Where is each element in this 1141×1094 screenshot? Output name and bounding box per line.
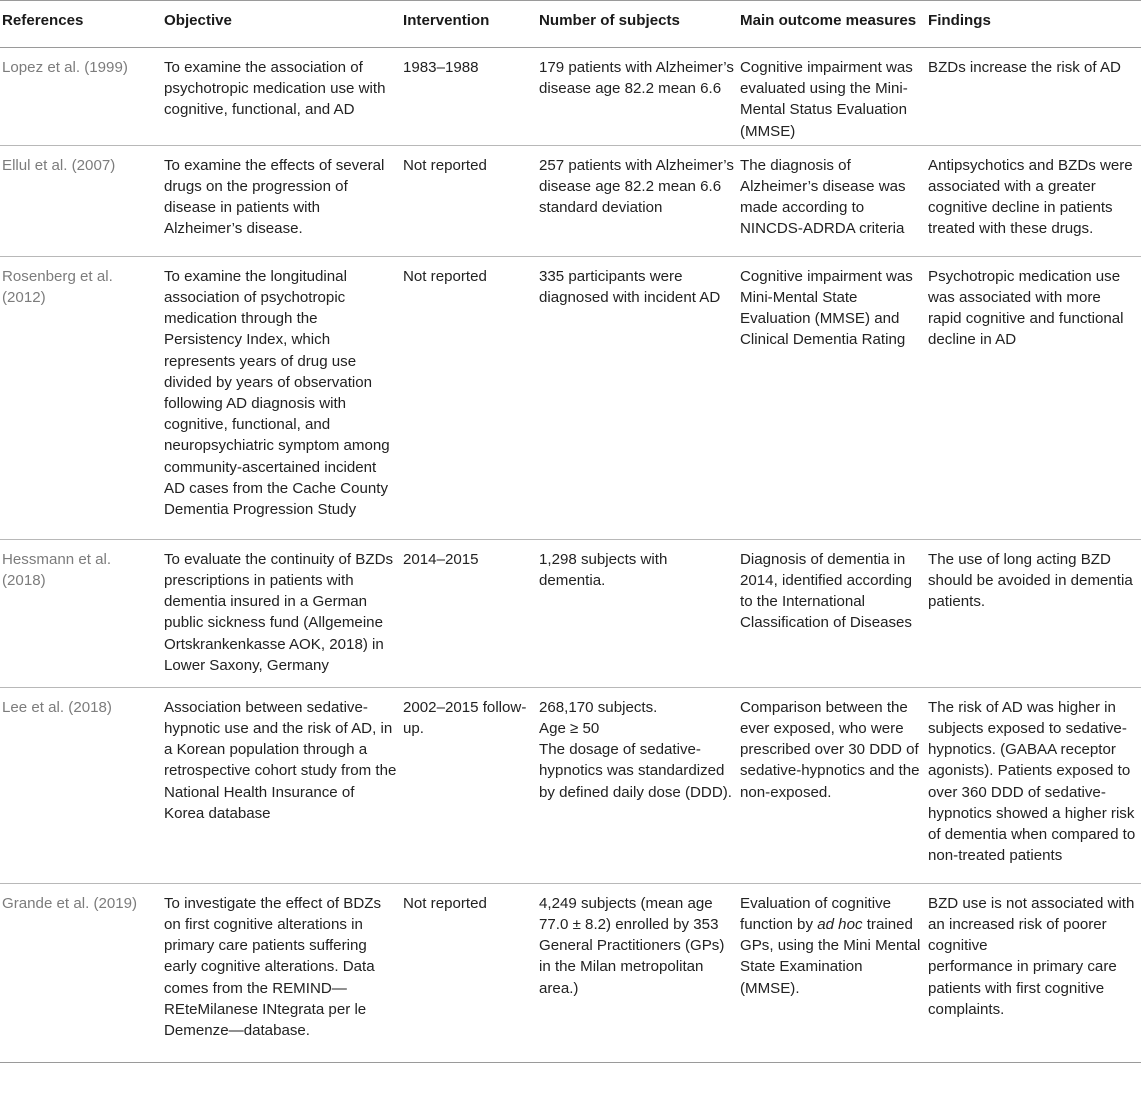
cell-subjects xyxy=(537,687,738,883)
header-number-of-subjects: Number of subjects xyxy=(539,12,680,29)
cell-outcome: Diagnosis of dementia in 2014, identified according to the International Classification of Diseases xyxy=(740,550,913,632)
cell-subjects: 4,249 subjects (mean age 77.0 ± 8.2) enrolled by 353 General Practitioners (GPs) in the Milan metropolitan area.) xyxy=(539,894,725,997)
table-row xyxy=(0,256,1141,539)
cell-subjects: 179 patients with Alzheimer’s disease age 82.2 mean 6.6 xyxy=(539,59,734,98)
outcome-text: trained GPs, using the Mini Mental State Examination (MMSE). xyxy=(740,916,921,997)
cell-intervention: Not reported xyxy=(403,894,487,912)
cell-subjects: 335 participants were diagnosed with incident AD xyxy=(539,267,721,307)
cell-subjects: 1,298 subjects with dementia. xyxy=(539,550,668,590)
cell-reference: Lee et al. (2018) xyxy=(2,698,112,716)
header-references: References xyxy=(2,12,84,29)
subjects-line: 268,170 subjects. xyxy=(539,698,658,716)
cell-intervention: Not reported xyxy=(403,156,487,174)
cell-reference: Ellul et al. (2007) xyxy=(2,156,116,174)
header-row xyxy=(0,1,1141,48)
header-main-outcome-measures: Main outcome measures xyxy=(740,12,917,29)
table-row xyxy=(0,883,1141,1062)
cell-intervention: 1983–1988 xyxy=(403,59,479,76)
outcome-text: Evaluation of cognitive function by xyxy=(740,894,892,934)
subjects-line: The dosage of sedative-hypnotics was standardized by defined daily dose (DDD). xyxy=(539,741,732,801)
cell-intervention: 2002–2015 follow-up. xyxy=(403,698,527,738)
outcome-italic-text: ad hoc xyxy=(817,916,863,934)
cell-outcome xyxy=(738,883,926,1062)
cell-findings: Psychotropic medication use was associated with more rapid cognitive and functional decline in AD xyxy=(928,267,1124,349)
cell-objective: To examine the association of psychotropic medication use with cognitive, functional, and AD xyxy=(164,59,386,119)
cell-findings: BZDs increase the risk of AD xyxy=(928,59,1121,76)
table-row xyxy=(0,539,1141,687)
header-intervention: Intervention xyxy=(403,12,490,29)
cell-objective: Association between sedative-hypnotic use and the risk of AD, in a Korean population through a retrospective cohort study from the National Health Insurance of Korea database xyxy=(164,698,397,822)
cell-outcome: The diagnosis of Alzheimer’s disease was made according to NINCDS-ADRDA criteria xyxy=(740,156,906,238)
header-findings: Findings xyxy=(928,12,991,29)
table-row xyxy=(0,687,1141,883)
cell-intervention: 2014–2015 xyxy=(403,550,479,568)
cell-outcome: Comparison between the ever exposed, who were prescribed over 30 DDD of sedative-hypnotics and the non-exposed. xyxy=(740,698,920,801)
header-objective: Objective xyxy=(164,12,232,29)
cell-objective: To investigate the effect of BDZs on first cognitive alterations in primary care patients suffering early cognitive alterations. Data comes from the REMIND—REteMilanese INtegrata per le Demenze—database. xyxy=(164,894,382,1040)
cell-findings: The use of long acting BZD should be avoided in dementia patients. xyxy=(928,550,1133,611)
cell-objective: To examine the longitudinal association of psychotropic medication through the Persistency Index, which represents years of drug use divided by years of observation following AD diagnosis with cognitive, functional, and neuropsychiatric symptom among community-ascertained incident AD cases from the Cache County Dementia Progression Study xyxy=(164,267,390,519)
cell-findings xyxy=(926,883,1141,1062)
cell-reference: Hessmann et al. (2018) xyxy=(2,550,112,590)
cell-findings: Antipsychotics and BZDs were associated with a greater cognitive decline in patients treated with these drugs. xyxy=(928,156,1133,238)
cell-objective: To evaluate the continuity of BZDs prescriptions in patients with dementia insured in a German public sickness fund (Allgemeine Ortskrankenkasse AOK, 2018) in Lower Saxony, Germany xyxy=(164,550,394,674)
findings-line: BZD use is not associated with an increased risk of poorer cognitive xyxy=(928,894,1135,955)
cell-outcome: Cognitive impairment was evaluated using the Mini-Mental Status Evaluation (MMSE) xyxy=(740,59,913,140)
findings-line: performance in primary care patients with first cognitive complaints. xyxy=(928,958,1117,1018)
cell-reference: Lopez et al. (1999) xyxy=(2,59,128,76)
cell-subjects: 257 patients with Alzheimer’s disease age 82.2 mean 6.6 standard deviation xyxy=(539,156,734,217)
cell-outcome: Cognitive impairment was Mini-Mental State Evaluation (MMSE) and Clinical Dementia Rating xyxy=(740,267,913,349)
table-row xyxy=(0,48,1141,146)
cell-reference: Grande et al. (2019) xyxy=(2,894,138,912)
table-row xyxy=(0,145,1141,256)
cell-objective: To examine the effects of several drugs on the progression of disease in patients with Alzheimer’s disease. xyxy=(164,156,385,238)
cell-findings: The risk of AD was higher in subjects exposed to sedative-hypnotics. (GABAA receptor agonists). Patients exposed to over 360 DDD of sedative-hypnotics showed a higher risk of dementia when compared to non-treated patients xyxy=(928,698,1136,865)
cell-intervention: Not reported xyxy=(403,267,487,285)
subjects-line: Age ≥ 50 xyxy=(539,720,600,738)
cell-reference: Rosenberg et al. (2012) xyxy=(2,267,113,307)
